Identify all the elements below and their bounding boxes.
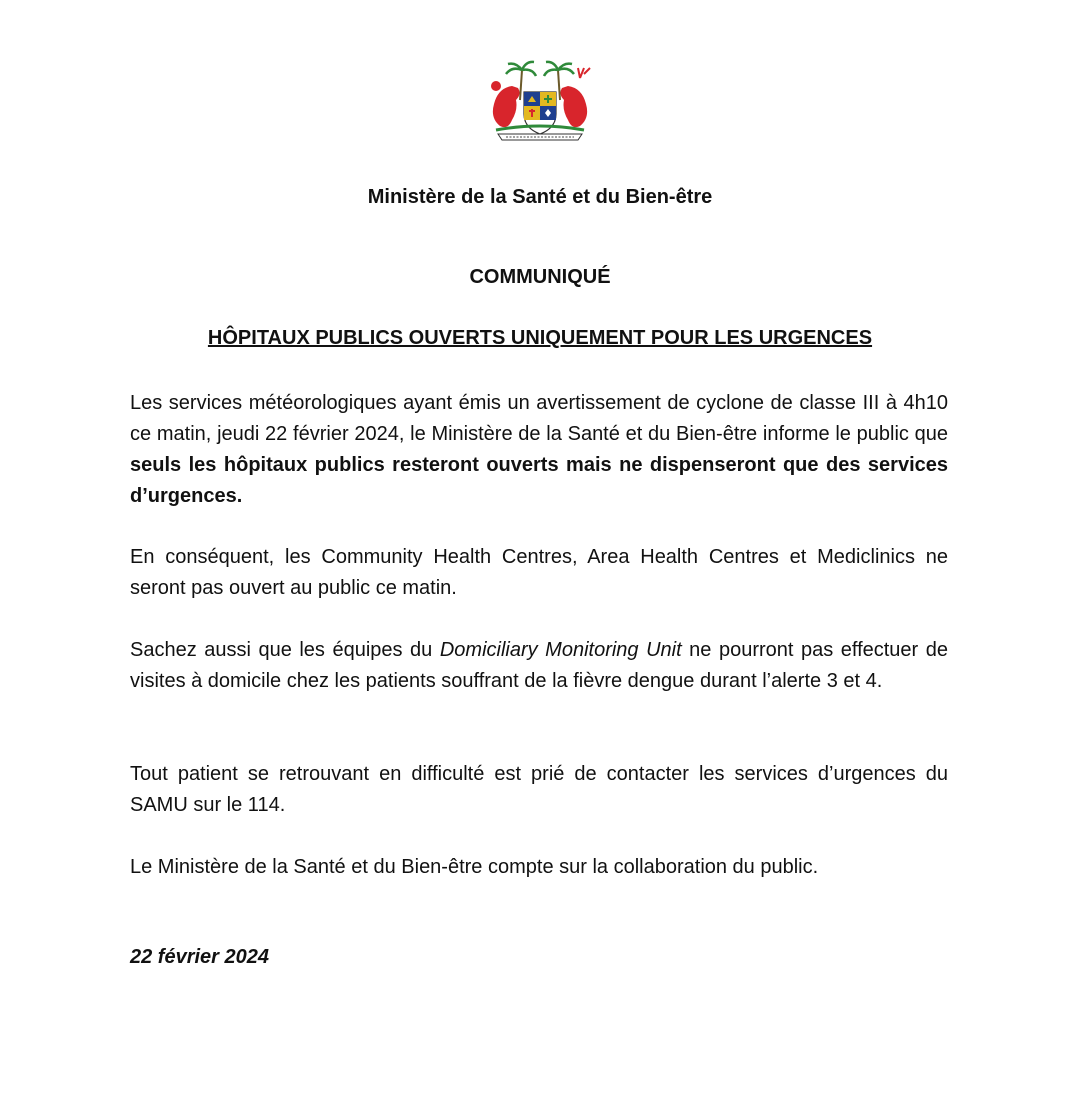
paragraph-3-italic-text: Domiciliary Monitoring Unit [439, 639, 682, 661]
document-type: COMMUNIQUÉ [469, 266, 611, 288]
document-date: 22 février 2024 [130, 946, 270, 968]
paragraph-4: Tout patient se retrouvant en difficulté est prié de contacter les services d’urgences du SAMU sur le 114. [130, 763, 948, 816]
paragraph-3-text-start: Sachez aussi que les équipes du [130, 639, 440, 661]
headline: HÔPITAUX PUBLICS OUVERTS UNIQUEMENT POUR LES URGENCES [207, 327, 873, 349]
paragraph-2: En conséquent, les Community Health Centres, Area Health Centres et Mediclinics ne seront pas ouvert au public ce matin. [130, 546, 948, 599]
paragraph-1-bold-text: seuls les hôpitaux publics resteront ouverts mais ne dispenseront que des services d’urgences. [130, 454, 948, 507]
paragraph-3-text-end: ne pourront pas effectuer de visites à domicile chez les patients souffrant de la fièvre dengue durant l’alerte 3 et 4. [130, 639, 948, 692]
paragraph-3 [130, 635, 948, 697]
paragraph-5: Le Ministère de la Santé et du Bien-être compte sur la collaboration du public. [130, 856, 819, 878]
ministry-name: Ministère de la Santé et du Bien-être [367, 186, 713, 208]
coat-of-arms-icon [482, 56, 598, 146]
paragraph-1 [130, 388, 948, 512]
paragraph-1-text: Les services météorologiques ayant émis un avertissement de cyclone de classe III à 4h10 ce matin, jeudi 22 février 2024, le Ministère de la Santé et du Bien-être informe le public que [130, 392, 948, 445]
